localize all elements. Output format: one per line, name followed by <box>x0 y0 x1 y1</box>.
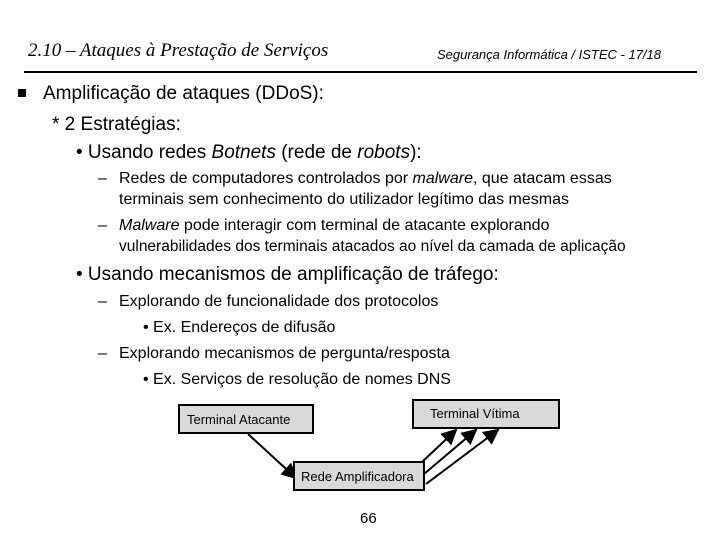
victim-box <box>412 399 560 429</box>
victim-label: Terminal Vítima <box>430 406 520 421</box>
slide-title: 2.10 – Ataques à Prestação de Serviços <box>28 40 329 61</box>
amp-point-1-dash: – <box>98 293 107 310</box>
attacker-label: Terminal Atacante <box>187 412 291 427</box>
strategies-heading: * 2 Estratégias: <box>52 114 181 135</box>
amp-point-1-sub: • Ex. Endereços de difusão <box>143 319 336 336</box>
amp-point-2: Explorando mecanismos de pergunta/resposta <box>119 345 450 362</box>
botnets-mid: (rede de <box>275 142 358 163</box>
malware-term: malware <box>412 170 473 187</box>
botnet-point-2-line2: vulnerabilidades dos terminais atacados ao nível da camada de aplicação <box>119 238 626 255</box>
amp-point-2-dash: – <box>98 345 107 362</box>
botnet-point-1-line2: terminais sem conhecimento do utilizador legítimo das mesmas <box>119 191 569 208</box>
main-bullet: Amplificação de ataques (DDoS): <box>43 83 324 104</box>
amp-point-1: Explorando de funcionalidade dos protocolos <box>119 293 439 310</box>
botnets-prefix: • Usando redes <box>76 142 212 163</box>
malware-term-2: Malware <box>119 217 180 234</box>
botnet-point-2-dash: – <box>98 217 107 234</box>
botnet-point-1-post: , que atacam essas <box>472 170 612 187</box>
attacker-box <box>178 404 314 434</box>
course-label: Segurança Informática / ISTEC - 17/18 <box>437 47 661 62</box>
botnet-point-1-pre: Redes de computadores controlados por <box>119 170 413 187</box>
amplification-bullet: • Usando mecanismos de amplificação de tráfego: <box>76 264 499 285</box>
robots-term: robots <box>357 142 411 163</box>
botnet-point-2-post: pode interagir com terminal de atacante explorando <box>179 217 550 234</box>
amplifier-label: Rede Amplificadora <box>301 469 414 484</box>
botnet-point-1-dash: – <box>98 170 107 187</box>
botnets-suffix: ): <box>410 142 422 163</box>
amplifier-box <box>293 461 425 491</box>
amplifier-to-victim-arrow-1 <box>422 430 456 462</box>
amplifier-to-victim-arrow-3 <box>426 430 498 484</box>
page-number: 66 <box>360 510 377 527</box>
botnets-term: Botnets <box>211 142 276 163</box>
amp-point-2-sub: • Ex. Serviços de resolução de nomes DNS <box>143 371 451 388</box>
attacker-to-amplifier-arrow <box>248 434 296 478</box>
